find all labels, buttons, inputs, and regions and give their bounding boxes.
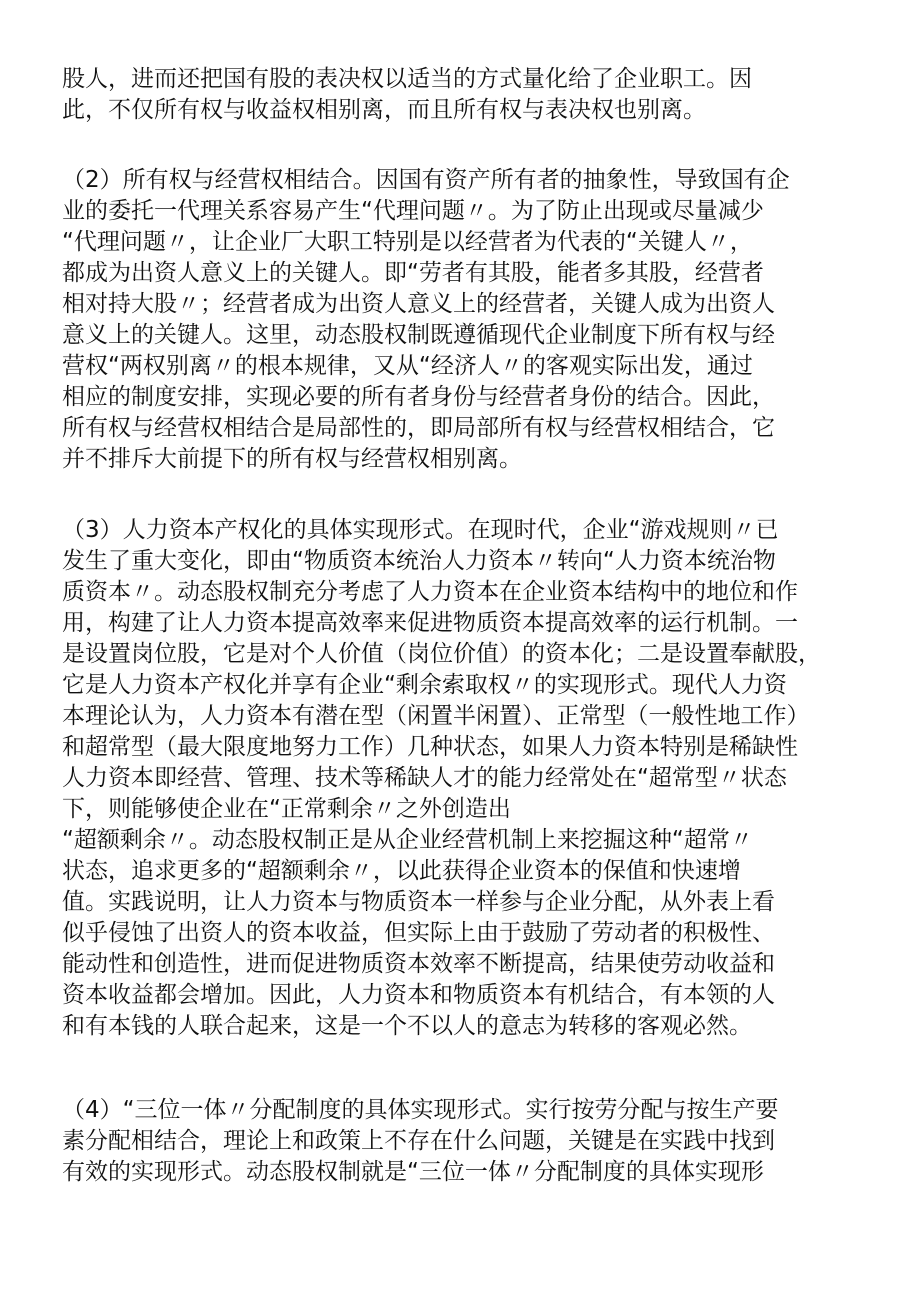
text-line: 股人，进而还把国有股的表决权以适当的方式量化给了企业职工。因 xyxy=(62,66,752,92)
text-line: 下，则能够使企业在“正常剩余〃之外创造出 xyxy=(62,796,511,822)
text-line: 业的委托一代理关系容易产生“代理问题〃。为了防止出现或尽量减少 xyxy=(62,198,764,224)
text-line: 所有权与经营权相结合是局部性的，即局部所有权与经营权相结合，它 xyxy=(62,415,775,441)
text-line: 人力资本即经营、管理、技术等稀缺人才的能力经常处在“超常型〃状态 xyxy=(62,765,787,791)
text-line: 用，构建了让人力资本提高效率来促进物质资本提高效率的运行机制。一 xyxy=(62,610,798,636)
text-line: 此，不仅所有权与收益权相别离，而且所有权与表决权也别离。 xyxy=(62,97,706,123)
text-line: 相应的制度安排，实现必要的所有者身份与经营者身份的结合。因此， xyxy=(62,384,775,410)
text-line: 能动性和创造性，进而促进物质资本效率不断提高，结果使劳动收益和 xyxy=(62,951,775,977)
text-line: 意义上的关键人。这里，动态股权制既遵循现代企业制度下所有权与经 xyxy=(62,322,775,348)
text-line: 营权“两权别离〃的根本规律，又从“经济人〃的客观实际出发，通过 xyxy=(62,353,753,379)
paragraph-ownership-management xyxy=(62,165,862,475)
paragraph-continuation xyxy=(62,64,862,126)
text-line: 都成为出资人意义上的关键人。即“劳者有其股，能者多其股，经营者 xyxy=(62,260,764,286)
text-line: 素分配相结合，理论上和政策上不存在什么问题，关键是在实践中找到 xyxy=(62,1128,775,1154)
text-line: 并不排斥大前提下的所有权与经营权相别离。 xyxy=(62,446,522,472)
paragraph-human-capital xyxy=(62,515,862,1042)
paragraph-distribution-system xyxy=(62,1095,862,1188)
text-line: 似乎侵蚀了出资人的资本收益，但实际上由于鼓励了劳动者的积极性、 xyxy=(62,920,775,946)
text-line: 质资本〃。动态股权制充分考虑了人力资本在企业资本结构中的地位和作 xyxy=(62,579,798,605)
text-line: “代理问题〃，让企业厂大职工特别是以经营者为代表的“关键人〃， xyxy=(62,229,753,255)
text-line: （4）“三位一体〃分配制度的具体实现形式。实行按劳分配与按生产要 xyxy=(62,1097,779,1123)
text-line: 是设置岗位股，它是对个人价值（岗位价值）的资本化；二是设置奉献股， xyxy=(62,641,821,667)
text-line: “超额剩余〃。动态股权制正是从企业经营机制上来挖掘这种“超常〃 xyxy=(62,827,753,853)
text-line: 值。实践说明，让人力资本与物质资本一样参与企业分配，从外表上看 xyxy=(62,889,775,915)
text-line: （2）所有权与经营权相结合。因国有资产所有者的抽象性，导致国有企 xyxy=(62,167,790,193)
text-line: 发生了重大变化，即由“物质资本统治人力资本〃转向“人力资本统治物 xyxy=(62,548,776,574)
text-line: 状态，追求更多的“超额剩余〃，以此获得企业资本的保值和快速增 xyxy=(62,858,741,884)
text-line: 和有本钱的人联合起来，这是一个不以人的意志为转移的客观必然。 xyxy=(62,1013,752,1039)
text-line: 资本收益都会增加。因此，人力资本和物质资本有机结合，有本领的人 xyxy=(62,982,775,1008)
text-line: 有效的实现形式。动态股权制就是“三位一体〃分配制度的具体实现形 xyxy=(62,1159,764,1185)
text-line: （3）人力资本产权化的具体实现形式。在现时代，企业“游戏规则〃已 xyxy=(62,517,779,543)
text-line: 它是人力资本产权化并享有企业“剩余索取权〃的实现形式。现代人力资 xyxy=(62,672,787,698)
text-line: 本理论认为，人力资本有潜在型（闲置半闲置）、正常型（一般性地工作） xyxy=(62,703,810,729)
text-line: 和超常型（最大限度地努力工作）几种状态，如果人力资本特别是稀缺性 xyxy=(62,734,798,760)
text-line: 相对持大股〃；经营者成为出资人意义上的经营者，关键人成为出资人 xyxy=(62,291,775,317)
